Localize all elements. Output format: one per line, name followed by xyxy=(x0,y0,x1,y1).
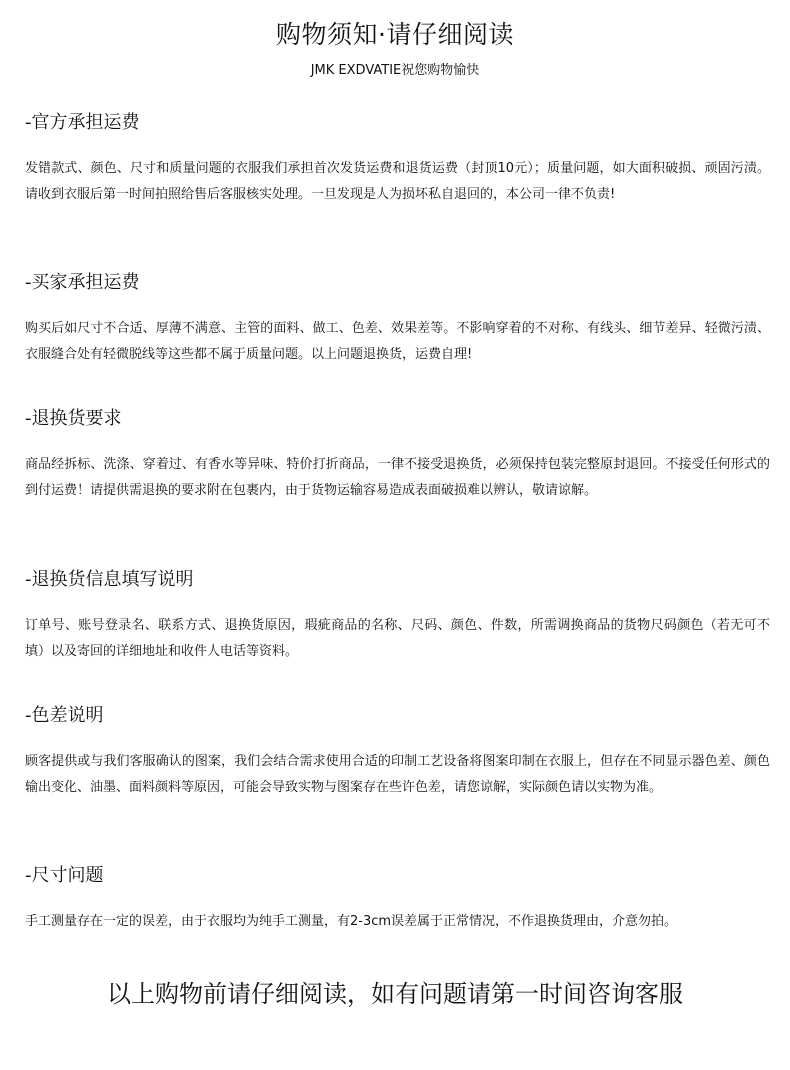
section-body: 顾客提供或与我们客服确认的图案，我们会结合需求使用合适的印制工艺设备将图案印制在衣服上，但存在不同显示器色差、颜色输出变化、油墨、面料颜料等原因，可能会导致实物与图案存在些许色差，请您谅解，实际颜色请以实物为准。 xyxy=(25,754,770,795)
page-subtitle: JMK EXDVATIE祝您购物愉快 xyxy=(310,63,480,78)
section-return-info xyxy=(25,567,770,665)
section-body: 订单号、账号登录名、联系方式、退换货原因，瑕疵商品的名称、尺码、颜色、件数，所需调换商品的货物尺码颜色（若无可不填）以及寄回的详细地址和收件人电话等资料。 xyxy=(25,618,770,659)
closing-notice: 以上购物前请仔细阅读，如有问题请第一时间咨询客服 xyxy=(107,980,683,1008)
section-body: 购买后如尺寸不合适、厚薄不满意、主管的面料、做工、色差、效果差等。不影响穿着的不对称、有线头、细节差异、轻微污渍、衣服缝合处有轻微脱线等这些都不属于质量问题。以上问题退换货，运费自理! xyxy=(25,321,770,362)
section-heading: -退换货要求 xyxy=(25,408,122,429)
section-body: 手工测量存在一定的误差，由于衣服均为纯手工测量，有2-3cm误差属于正常情况，不作退换货理由，介意勿拍。 xyxy=(25,914,678,929)
section-return-requirements xyxy=(25,406,770,504)
page-title: 购物须知·请仔细阅读 xyxy=(276,20,514,49)
section-body: 商品经拆标、洗涤、穿着过、有香水等异味、特价打折商品，一律不接受退换货，必须保持包装完整原封退回。不接受任何形式的到付运费！请提供需退换的要求附在包裹内，由于货物运输容易造成表面破损难以辨认，敬请谅解。 xyxy=(25,457,770,498)
section-size-issue xyxy=(25,863,770,935)
section-buyer-shipping xyxy=(25,270,770,368)
section-color-difference xyxy=(25,703,770,801)
section-heading: -色差说明 xyxy=(25,705,104,726)
section-heading: -退换货信息填写说明 xyxy=(25,569,194,590)
section-heading: -尺寸问题 xyxy=(25,865,104,886)
section-heading: -买家承担运费 xyxy=(25,272,140,293)
section-heading: -官方承担运费 xyxy=(25,112,140,133)
section-official-shipping xyxy=(25,110,770,208)
section-body: 发错款式、颜色、尺寸和质量问题的衣服我们承担首次发货运费和退货运费（封顶10元）；质量问题，如大面积破损、顽固污渍。请收到衣服后第一时间拍照给售后客服核实处理。一旦发现是人为损坏私自退回的，本公司一律不负责! xyxy=(25,161,770,202)
